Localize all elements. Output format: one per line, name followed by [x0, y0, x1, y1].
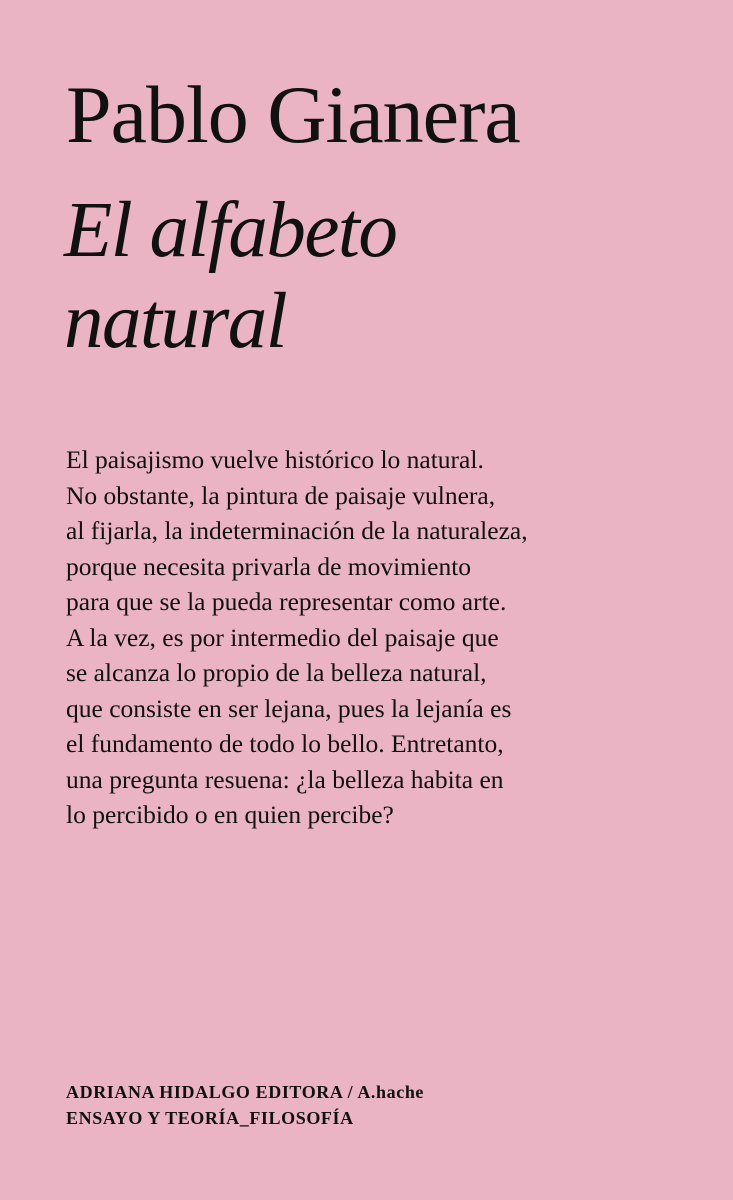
book-title-line: El alfabeto — [64, 187, 397, 274]
blurb-line: lo percibido o en quien percibe? — [66, 800, 394, 829]
publisher-name: ADRIANA HIDALGO EDITORA / A.hache — [66, 1082, 425, 1102]
blurb-line: que consiste en ser lejana, pues la lejanía es — [66, 693, 512, 723]
book-title — [64, 185, 396, 367]
blurb-line: No obstante, la pintura de paisaje vulnera, — [66, 480, 496, 510]
author-name: Pablo Gianera — [66, 69, 520, 160]
blurb-line: A la vez, es por intermedio del paisaje que — [66, 622, 499, 652]
blurb-line: para que se la pueda representar como arte. — [66, 587, 507, 616]
blurb-line: porque necesita privarla de movimiento — [66, 551, 472, 581]
publisher-block — [66, 1079, 424, 1131]
blurb-text — [66, 442, 686, 833]
blurb-line: al fijarla, la indeterminación de la naturaleza, — [66, 516, 528, 545]
blurb-line: una pregunta resuena: ¿la belleza habita en — [66, 764, 504, 794]
blurb-line: el fundamento de todo lo bello. Entretanto, — [66, 729, 504, 758]
collection-name: ENSAYO Y TEORÍA_FILOSOFÍA — [66, 1108, 354, 1128]
book-title-line: natural — [64, 278, 287, 365]
blurb-line: El paisajismo vuelve histórico lo natural. — [66, 445, 484, 474]
blurb-line: se alcanza lo propio de la belleza natural, — [66, 658, 487, 687]
